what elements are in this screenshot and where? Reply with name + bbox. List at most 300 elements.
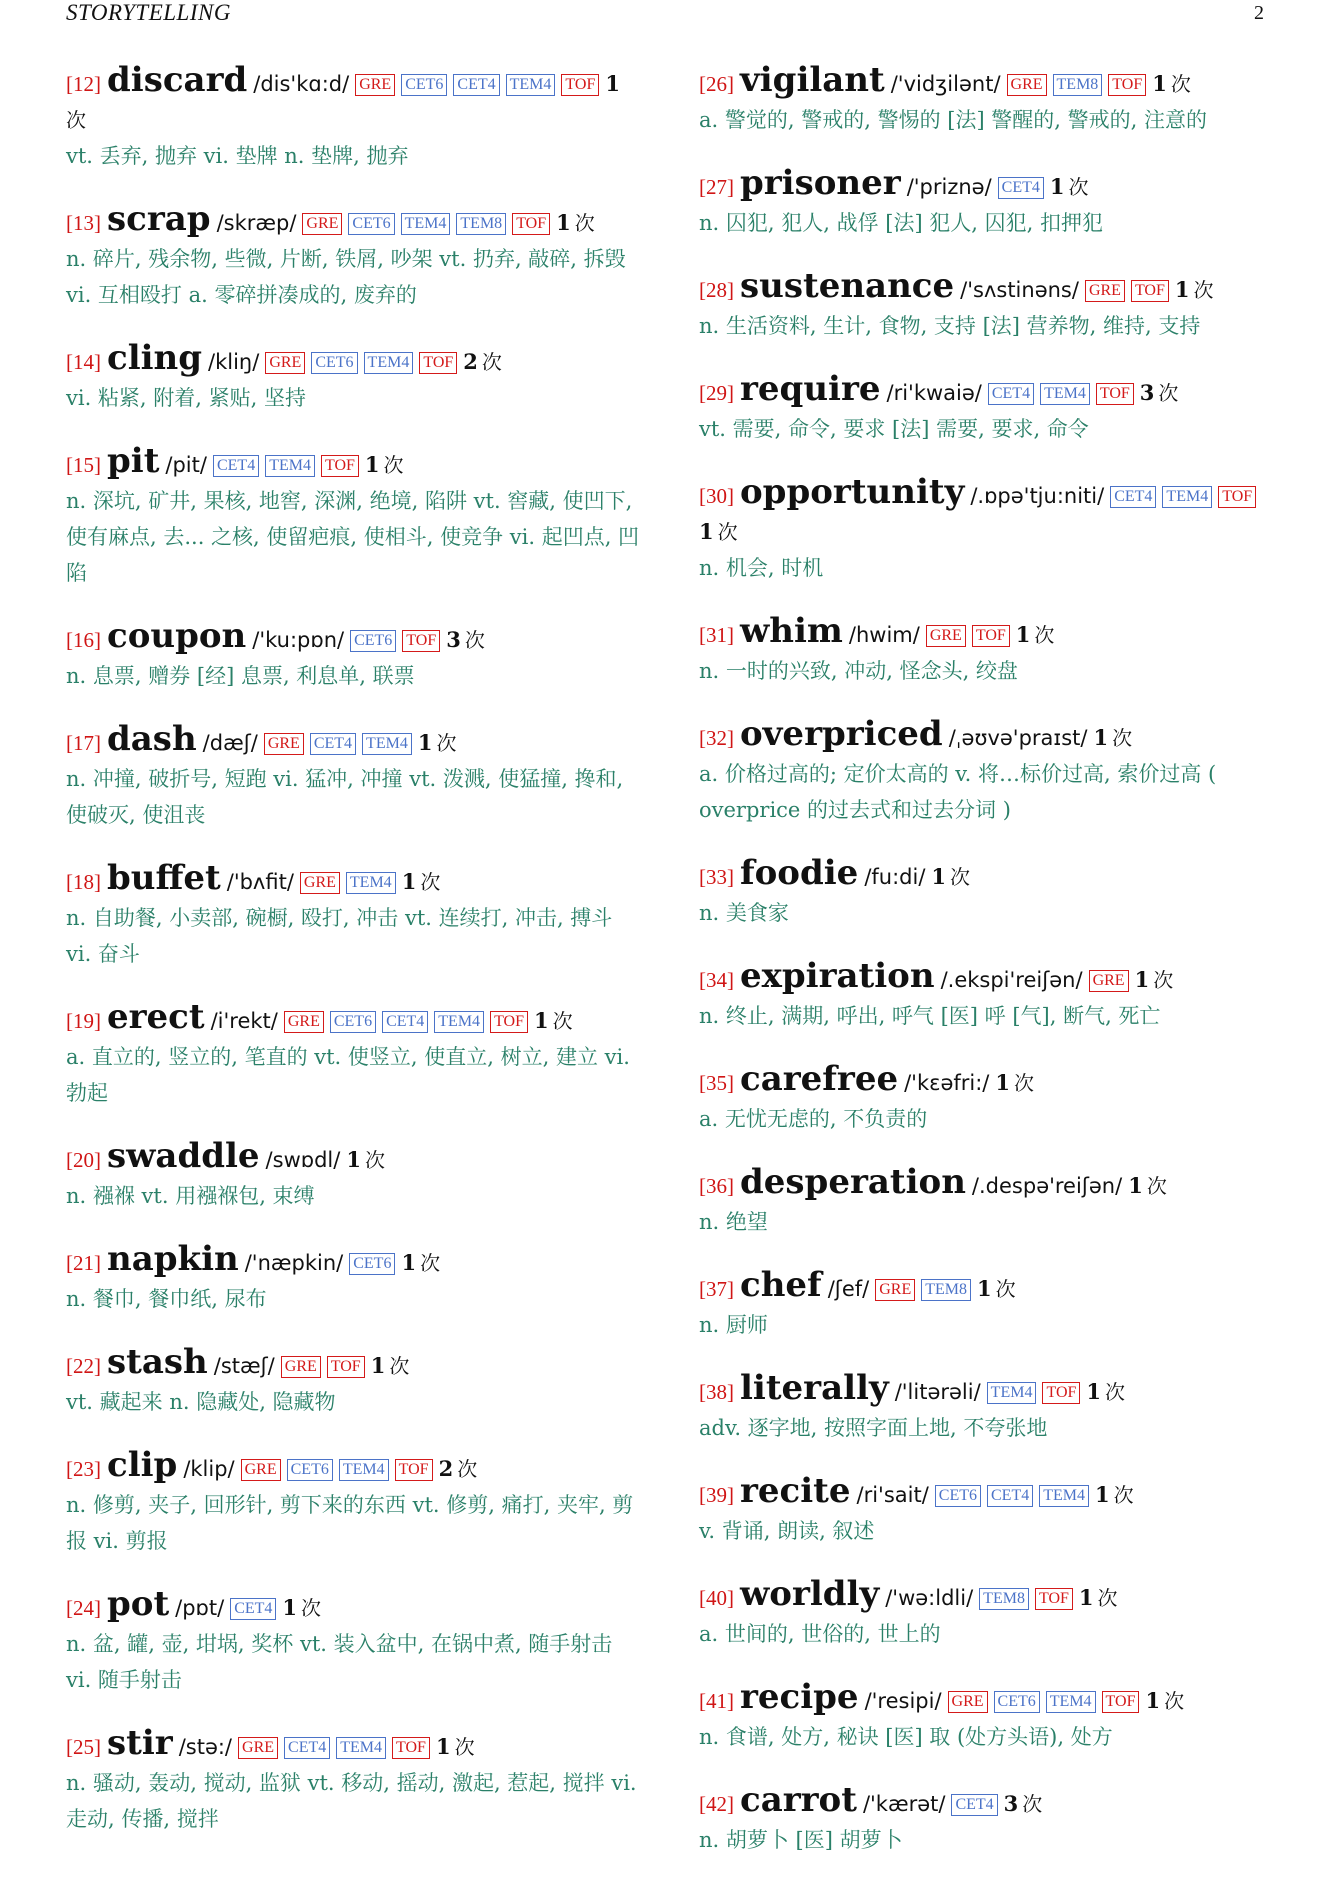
occurrence-count xyxy=(418,731,457,755)
exam-tag-tof: TOF xyxy=(419,352,457,374)
count-unit: 次 xyxy=(1097,1586,1118,1610)
word-entry xyxy=(699,62,1279,138)
entry-headline xyxy=(699,165,1279,205)
phonetic: /'ku:pɒn/ xyxy=(252,628,345,652)
count-number: 1 xyxy=(556,210,571,235)
count-unit: 次 xyxy=(1068,175,1089,199)
count-unit: 次 xyxy=(481,350,502,374)
definition: a. 价格过高的; 定价太高的 v. 将…标价过高, 索价过高 ( overprice 的过去式和过去分词 ) xyxy=(699,762,1217,822)
entry-index: [28] xyxy=(699,278,734,302)
exam-tag-gre: GRE xyxy=(265,352,305,374)
headword: vigilant xyxy=(740,60,885,100)
word-entry xyxy=(66,860,641,972)
count-unit: 次 xyxy=(995,1277,1016,1301)
count-unit: 次 xyxy=(436,731,457,755)
headword: napkin xyxy=(107,1239,239,1279)
count-unit: 次 xyxy=(389,1354,410,1378)
occurrence-count xyxy=(446,628,485,652)
exam-tag-tof: TOF xyxy=(490,1011,528,1033)
headword: whim xyxy=(740,611,843,651)
word-entry xyxy=(699,371,1279,447)
occurrence-count xyxy=(1095,1483,1134,1507)
exam-tag-tem4: TEM4 xyxy=(346,872,396,894)
exam-tag-tem4: TEM4 xyxy=(401,213,451,235)
occurrence-count xyxy=(1004,1792,1043,1816)
count-unit: 次 xyxy=(457,1457,478,1481)
count-unit: 次 xyxy=(717,520,738,544)
exam-tag-gre: GRE xyxy=(241,1459,281,1481)
count-number: 3 xyxy=(1003,1791,1019,1816)
phonetic: /'vidʒilənt/ xyxy=(890,72,1001,96)
exam-tag-gre: GRE xyxy=(875,1279,915,1301)
word-entry xyxy=(699,1679,1279,1755)
exam-tag-gre: GRE xyxy=(300,872,340,894)
entry-headline xyxy=(66,1241,641,1281)
entry-headline xyxy=(66,340,641,380)
occurrence-count xyxy=(436,1735,475,1759)
entry-headline xyxy=(66,999,641,1039)
definition: n. 碎片, 残余物, 些微, 片断, 铁屑, 吵架 vt. 扔弃, 敲碎, 拆毁 vi. 互相殴打 a. 零碎拼凑成的, 废弃的 xyxy=(66,247,626,307)
headword: discard xyxy=(107,60,248,100)
word-entry xyxy=(699,716,1279,828)
definition: n. 一时的兴致, 冲动, 怪念头, 绞盘 xyxy=(699,659,1018,683)
entry-index: [37] xyxy=(699,1277,734,1301)
definition: a. 无忧无虑的, 不负责的 xyxy=(699,1107,928,1131)
entry-index: [25] xyxy=(66,1735,101,1759)
entry-headline xyxy=(699,1679,1279,1719)
count-number: 3 xyxy=(446,627,461,652)
phonetic: /stə:/ xyxy=(178,1735,233,1759)
definition: vi. 粘紧, 附着, 紧贴, 坚持 xyxy=(66,386,306,410)
entry-headline xyxy=(699,62,1279,102)
headword: opportunity xyxy=(740,472,965,512)
exam-tag-cet4: CET4 xyxy=(987,1485,1033,1507)
count-unit: 次 xyxy=(301,1596,322,1620)
phonetic: /.ɒpə'tju:niti/ xyxy=(970,484,1105,508)
count-number: 3 xyxy=(1139,380,1155,405)
exam-tag-cet6: CET6 xyxy=(935,1485,981,1507)
exam-tag-tem4: TEM4 xyxy=(364,352,414,374)
entry-headline xyxy=(699,1370,1279,1410)
exam-tag-cet4: CET4 xyxy=(1110,486,1156,508)
occurrence-count xyxy=(995,1071,1034,1095)
word-entry xyxy=(66,1586,641,1698)
entry-index: [33] xyxy=(699,865,734,889)
occurrence-count xyxy=(401,1251,440,1275)
entry-headline xyxy=(699,1267,1279,1307)
entry-headline xyxy=(699,268,1279,308)
occurrence-count xyxy=(931,865,970,889)
occurrence-count xyxy=(1135,968,1174,992)
headword: require xyxy=(740,369,881,409)
exam-tag-cet4: CET4 xyxy=(453,74,499,96)
count-unit: 次 xyxy=(552,1009,573,1033)
headword: stash xyxy=(107,1342,208,1382)
count-number: 1 xyxy=(417,730,433,755)
headword: worldly xyxy=(740,1574,880,1614)
definition: vt. 丢弃, 抛弃 vi. 垫牌 n. 垫牌, 抛弃 xyxy=(66,144,409,168)
entry-headline xyxy=(699,1061,1279,1101)
headword: foodie xyxy=(740,853,859,893)
count-unit: 次 xyxy=(420,1251,441,1275)
headword: prisoner xyxy=(740,163,901,203)
occurrence-count xyxy=(1152,72,1191,96)
word-entry xyxy=(66,999,641,1111)
entry-index: [21] xyxy=(66,1251,101,1275)
occurrence-count xyxy=(1145,1689,1184,1713)
count-number: 1 xyxy=(364,452,380,477)
exam-tag-cet6: CET6 xyxy=(401,74,447,96)
occurrence-count xyxy=(534,1009,573,1033)
exam-tag-tem4: TEM4 xyxy=(1162,486,1212,508)
headword: buffet xyxy=(107,858,221,898)
exam-tag-tof: TOF xyxy=(1102,1691,1140,1713)
word-entry xyxy=(66,62,641,174)
entry-index: [16] xyxy=(66,628,101,652)
entry-index: [22] xyxy=(66,1354,101,1378)
phonetic: /'wə:ldli/ xyxy=(885,1586,974,1610)
word-entry xyxy=(699,1164,1279,1240)
count-unit: 次 xyxy=(1170,72,1191,96)
entry-index: [29] xyxy=(699,381,734,405)
definition: n. 胡萝卜 [医] 胡萝卜 xyxy=(699,1828,903,1852)
count-unit: 次 xyxy=(1113,1483,1134,1507)
definition: n. 餐巾, 餐巾纸, 尿布 xyxy=(66,1287,267,1311)
entry-index: [24] xyxy=(66,1596,101,1620)
phonetic: /ʃef/ xyxy=(827,1277,870,1301)
word-entry xyxy=(66,1241,641,1317)
exam-tag-gre: GRE xyxy=(302,213,342,235)
count-number: 1 xyxy=(1134,967,1150,992)
count-number: 1 xyxy=(1078,1585,1094,1610)
word-entry xyxy=(699,1370,1279,1446)
word-entry xyxy=(66,721,641,833)
exam-tag-tem4: TEM4 xyxy=(434,1011,484,1033)
exam-tag-tem4: TEM4 xyxy=(362,733,412,755)
exam-tag-cet6: CET6 xyxy=(348,213,394,235)
exam-tag-tof: TOF xyxy=(392,1737,430,1759)
definition: adv. 逐字地, 按照字面上地, 不夸张地 xyxy=(699,1416,1048,1440)
headword: sustenance xyxy=(740,266,955,306)
exam-tag-gre: GRE xyxy=(284,1011,324,1033)
definition: vt. 藏起来 n. 隐藏处, 隐藏物 xyxy=(66,1390,336,1414)
entry-index: [41] xyxy=(699,1689,734,1713)
headword: desperation xyxy=(740,1162,966,1202)
exam-tag-tem4: TEM4 xyxy=(506,74,556,96)
exam-tag-tof: TOF xyxy=(395,1459,433,1481)
word-entry xyxy=(66,1138,641,1214)
entry-headline xyxy=(699,1782,1279,1822)
count-unit: 次 xyxy=(1105,1380,1126,1404)
count-unit: 次 xyxy=(420,870,441,894)
right-column xyxy=(699,62,1279,1885)
entry-headline xyxy=(699,958,1279,998)
exam-tag-cet4: CET4 xyxy=(310,733,356,755)
count-unit: 次 xyxy=(1014,1071,1035,1095)
exam-tag-cet4: CET4 xyxy=(382,1011,428,1033)
word-entry xyxy=(66,1447,641,1559)
occurrence-count xyxy=(365,453,404,477)
definition: n. 襁褓 vt. 用襁褓包, 束缚 xyxy=(66,1184,315,1208)
phonetic: /hwim/ xyxy=(848,623,920,647)
word-entry xyxy=(699,1061,1279,1137)
exam-tag-cet4: CET4 xyxy=(213,455,259,477)
entry-index: [23] xyxy=(66,1457,101,1481)
occurrence-count xyxy=(1079,1586,1118,1610)
count-unit: 次 xyxy=(364,1148,385,1172)
definition: n. 深坑, 矿井, 果核, 地窖, 深渊, 绝境, 陷阱 vt. 窖藏, 使凹下, 使有麻点, 去... 之核, 使留疤痕, 使相斗, 使竞争 vi. 起凹点, 凹陷 xyxy=(66,489,640,585)
entry-headline xyxy=(66,62,641,138)
headword: overpriced xyxy=(740,714,943,754)
entry-headline xyxy=(699,474,1279,550)
occurrence-count xyxy=(1086,1380,1125,1404)
count-number: 1 xyxy=(1152,71,1167,96)
definition: n. 息票, 赠券 [经] 息票, 利息单, 联票 xyxy=(66,664,415,688)
definition: n. 终止, 满期, 呼出, 呼气 [医] 呼 [气], 断气, 死亡 xyxy=(699,1004,1161,1028)
count-unit: 次 xyxy=(1034,623,1055,647)
headword: scrap xyxy=(107,199,211,239)
count-unit: 次 xyxy=(1153,968,1174,992)
definition: n. 美食家 xyxy=(699,901,789,925)
phonetic: /'sʌstinəns/ xyxy=(960,278,1079,302)
exam-tag-tof: TOF xyxy=(1131,280,1169,302)
headword: cling xyxy=(107,338,203,378)
count-unit: 次 xyxy=(1112,726,1133,750)
entry-headline xyxy=(66,1447,641,1487)
definition: v. 背诵, 朗读, 叙述 xyxy=(699,1519,875,1543)
occurrence-count xyxy=(463,350,502,374)
phonetic: /kliŋ/ xyxy=(208,350,260,374)
exam-tag-tem4: TEM4 xyxy=(1040,383,1090,405)
exam-tag-tof: TOF xyxy=(321,455,359,477)
occurrence-count xyxy=(282,1596,321,1620)
exam-tag-cet4: CET4 xyxy=(988,383,1034,405)
headword: dash xyxy=(107,719,197,759)
definition: n. 厨师 xyxy=(699,1313,768,1337)
word-entry xyxy=(66,443,641,591)
occurrence-count xyxy=(1175,278,1214,302)
entry-headline xyxy=(699,1473,1279,1513)
count-number: 2 xyxy=(438,1456,454,1481)
word-entry xyxy=(66,1725,641,1837)
exam-tag-cet6: CET6 xyxy=(350,630,396,652)
headword: chef xyxy=(740,1265,822,1305)
definition: vt. 需要, 命令, 要求 [法] 需要, 要求, 命令 xyxy=(699,417,1089,441)
count-number: 1 xyxy=(1086,1379,1102,1404)
exam-tag-cet4: CET4 xyxy=(230,1598,276,1620)
exam-tag-gre: GRE xyxy=(948,1691,988,1713)
entry-index: [19] xyxy=(66,1009,101,1033)
exam-tag-tem4: TEM4 xyxy=(1046,1691,1096,1713)
entry-headline xyxy=(699,1576,1279,1616)
page-number: 2 xyxy=(1254,2,1264,24)
left-column xyxy=(66,62,641,1864)
count-unit: 次 xyxy=(1158,381,1179,405)
phonetic: /ˌəʊvə'praɪst/ xyxy=(948,726,1088,750)
exam-tag-cet6: CET6 xyxy=(349,1253,395,1275)
exam-tag-tem8: TEM8 xyxy=(921,1279,971,1301)
count-number: 1 xyxy=(1095,1482,1110,1507)
exam-tag-tof: TOF xyxy=(512,213,550,235)
entry-headline xyxy=(699,855,1279,895)
exam-tag-gre: GRE xyxy=(1085,280,1125,302)
occurrence-count xyxy=(346,1148,385,1172)
definition: n. 囚犯, 犯人, 战俘 [法] 犯人, 囚犯, 扣押犯 xyxy=(699,211,1104,235)
exam-tag-tof: TOF xyxy=(972,625,1010,647)
entry-index: [12] xyxy=(66,72,101,96)
exam-tag-tem8: TEM8 xyxy=(979,1588,1029,1610)
headword: recipe xyxy=(740,1677,859,1717)
count-number: 1 xyxy=(282,1595,298,1620)
exam-tag-tof: TOF xyxy=(1035,1588,1073,1610)
count-number: 1 xyxy=(401,869,417,894)
phonetic: /ri'kwaiə/ xyxy=(886,381,982,405)
word-entry xyxy=(66,201,641,313)
word-entry xyxy=(66,340,641,416)
headword: carrot xyxy=(740,1780,857,1820)
definition: n. 机会, 时机 xyxy=(699,556,824,580)
page-title: STORYTELLING xyxy=(66,0,231,25)
count-number: 1 xyxy=(1049,174,1065,199)
entry-headline xyxy=(66,860,641,900)
headword: expiration xyxy=(740,956,935,996)
occurrence-count xyxy=(1140,381,1179,405)
exam-tag-tem8: TEM8 xyxy=(456,213,506,235)
phonetic: /dis'kɑ:d/ xyxy=(253,72,350,96)
entry-index: [18] xyxy=(66,870,101,894)
word-entry xyxy=(66,618,641,694)
entry-index: [17] xyxy=(66,731,101,755)
word-entry xyxy=(699,268,1279,344)
exam-tag-cet6: CET6 xyxy=(311,352,357,374)
count-number: 1 xyxy=(1128,1173,1143,1198)
count-number: 1 xyxy=(995,1070,1011,1095)
phonetic: /'priznə/ xyxy=(906,175,992,199)
count-unit: 次 xyxy=(950,865,971,889)
definition: n. 盆, 罐, 壶, 坩埚, 奖杯 vt. 装入盆中, 在锅中煮, 随手射击 vi. 随手射击 xyxy=(66,1632,613,1692)
entry-index: [34] xyxy=(699,968,734,992)
headword: stir xyxy=(107,1723,173,1763)
exam-tag-tem4: TEM4 xyxy=(336,1737,386,1759)
phonetic: /.ekspi'reiʃən/ xyxy=(940,968,1083,992)
count-unit: 次 xyxy=(1022,1792,1043,1816)
word-entry xyxy=(699,958,1279,1034)
entry-headline xyxy=(699,371,1279,411)
phonetic: /'kærət/ xyxy=(862,1792,946,1816)
occurrence-count xyxy=(402,870,441,894)
headword: pot xyxy=(107,1584,170,1624)
count-number: 1 xyxy=(435,1734,451,1759)
definition: n. 骚动, 轰动, 搅动, 监狱 vt. 移动, 摇动, 激起, 惹起, 搅拌 vi. 走动, 传播, 搅拌 xyxy=(66,1771,637,1831)
entry-index: [31] xyxy=(699,623,734,647)
count-unit: 次 xyxy=(454,1735,475,1759)
exam-tag-gre: GRE xyxy=(1007,74,1047,96)
headword: carefree xyxy=(740,1059,899,1099)
phonetic: /'litərəli/ xyxy=(894,1380,981,1404)
entry-index: [26] xyxy=(699,72,734,96)
exam-tag-gre: GRE xyxy=(238,1737,278,1759)
count-number: 1 xyxy=(534,1008,549,1033)
exam-tag-tof: TOF xyxy=(402,630,440,652)
exam-tag-tem4: TEM4 xyxy=(339,1459,389,1481)
exam-tag-cet6: CET6 xyxy=(994,1691,1040,1713)
count-number: 1 xyxy=(346,1147,361,1172)
exam-tag-tof: TOF xyxy=(1096,383,1134,405)
count-number: 2 xyxy=(463,349,478,374)
exam-tag-gre: GRE xyxy=(281,1356,321,1378)
definition: n. 自助餐, 小卖部, 碗橱, 殴打, 冲击 vt. 连续打, 冲击, 搏斗 vi. 奋斗 xyxy=(66,906,613,966)
occurrence-count xyxy=(1016,623,1055,647)
exam-tag-tof: TOF xyxy=(1108,74,1146,96)
count-number: 1 xyxy=(977,1276,992,1301)
occurrence-count xyxy=(977,1277,1016,1301)
entry-headline xyxy=(699,716,1279,756)
exam-tag-tof: TOF xyxy=(561,74,599,96)
count-unit: 次 xyxy=(1164,1689,1185,1713)
exam-tag-gre: GRE xyxy=(926,625,966,647)
definition: n. 冲撞, 破折号, 短跑 vi. 猛冲, 冲撞 vt. 泼溅, 使猛撞, 搀和, 使破灭, 使沮丧 xyxy=(66,767,624,827)
occurrence-count xyxy=(699,520,738,544)
word-entry xyxy=(66,1344,641,1420)
count-number: 1 xyxy=(370,1353,386,1378)
entry-headline xyxy=(699,1164,1279,1204)
phonetic: /skræp/ xyxy=(216,211,297,235)
count-number: 1 xyxy=(1145,1688,1161,1713)
word-entry xyxy=(699,1267,1279,1343)
word-entry xyxy=(699,1473,1279,1549)
headword: recite xyxy=(740,1471,851,1511)
phonetic: /.despə'reiʃən/ xyxy=(971,1174,1123,1198)
count-unit: 次 xyxy=(1146,1174,1167,1198)
exam-tag-cet6: CET6 xyxy=(287,1459,333,1481)
headword: erect xyxy=(107,997,205,1037)
entry-headline xyxy=(699,613,1279,653)
entry-index: [42] xyxy=(699,1792,734,1816)
word-entry xyxy=(699,855,1279,931)
phonetic: /fu:di/ xyxy=(864,865,926,889)
count-unit: 次 xyxy=(1193,278,1214,302)
headword: coupon xyxy=(107,616,247,656)
entry-index: [20] xyxy=(66,1148,101,1172)
exam-tag-tof: TOF xyxy=(1042,1382,1080,1404)
definition: n. 食谱, 处方, 秘诀 [医] 取 (处方头语), 处方 xyxy=(699,1725,1113,1749)
entry-index: [36] xyxy=(699,1174,734,1198)
exam-tag-cet4: CET4 xyxy=(951,1794,997,1816)
count-unit: 次 xyxy=(66,108,86,132)
definition: a. 警觉的, 警戒的, 警惕的 [法] 警醒的, 警戒的, 注意的 xyxy=(699,108,1208,132)
count-unit: 次 xyxy=(464,628,485,652)
entry-headline xyxy=(66,618,641,658)
exam-tag-cet4: CET4 xyxy=(284,1737,330,1759)
exam-tag-tem8: TEM8 xyxy=(1053,74,1103,96)
count-number: 1 xyxy=(1174,277,1190,302)
definition: n. 修剪, 夹子, 回形针, 剪下来的东西 vt. 修剪, 痛打, 夹牢, 剪报 vi. 剪报 xyxy=(66,1493,634,1553)
phonetic: /klip/ xyxy=(183,1457,235,1481)
exam-tag-cet4: CET4 xyxy=(998,177,1044,199)
phonetic: /'bʌfit/ xyxy=(226,870,294,894)
entry-index: [27] xyxy=(699,175,734,199)
entry-headline xyxy=(66,201,641,241)
phonetic: /swɒdl/ xyxy=(265,1148,341,1172)
phonetic: /pit/ xyxy=(165,453,207,477)
exam-tag-tof: TOF xyxy=(327,1356,365,1378)
entry-index: [15] xyxy=(66,453,101,477)
phonetic: /dæʃ/ xyxy=(202,731,258,755)
phonetic: /stæʃ/ xyxy=(213,1354,275,1378)
entry-index: [30] xyxy=(699,484,734,508)
entry-headline xyxy=(66,1586,641,1626)
occurrence-count xyxy=(1050,175,1089,199)
